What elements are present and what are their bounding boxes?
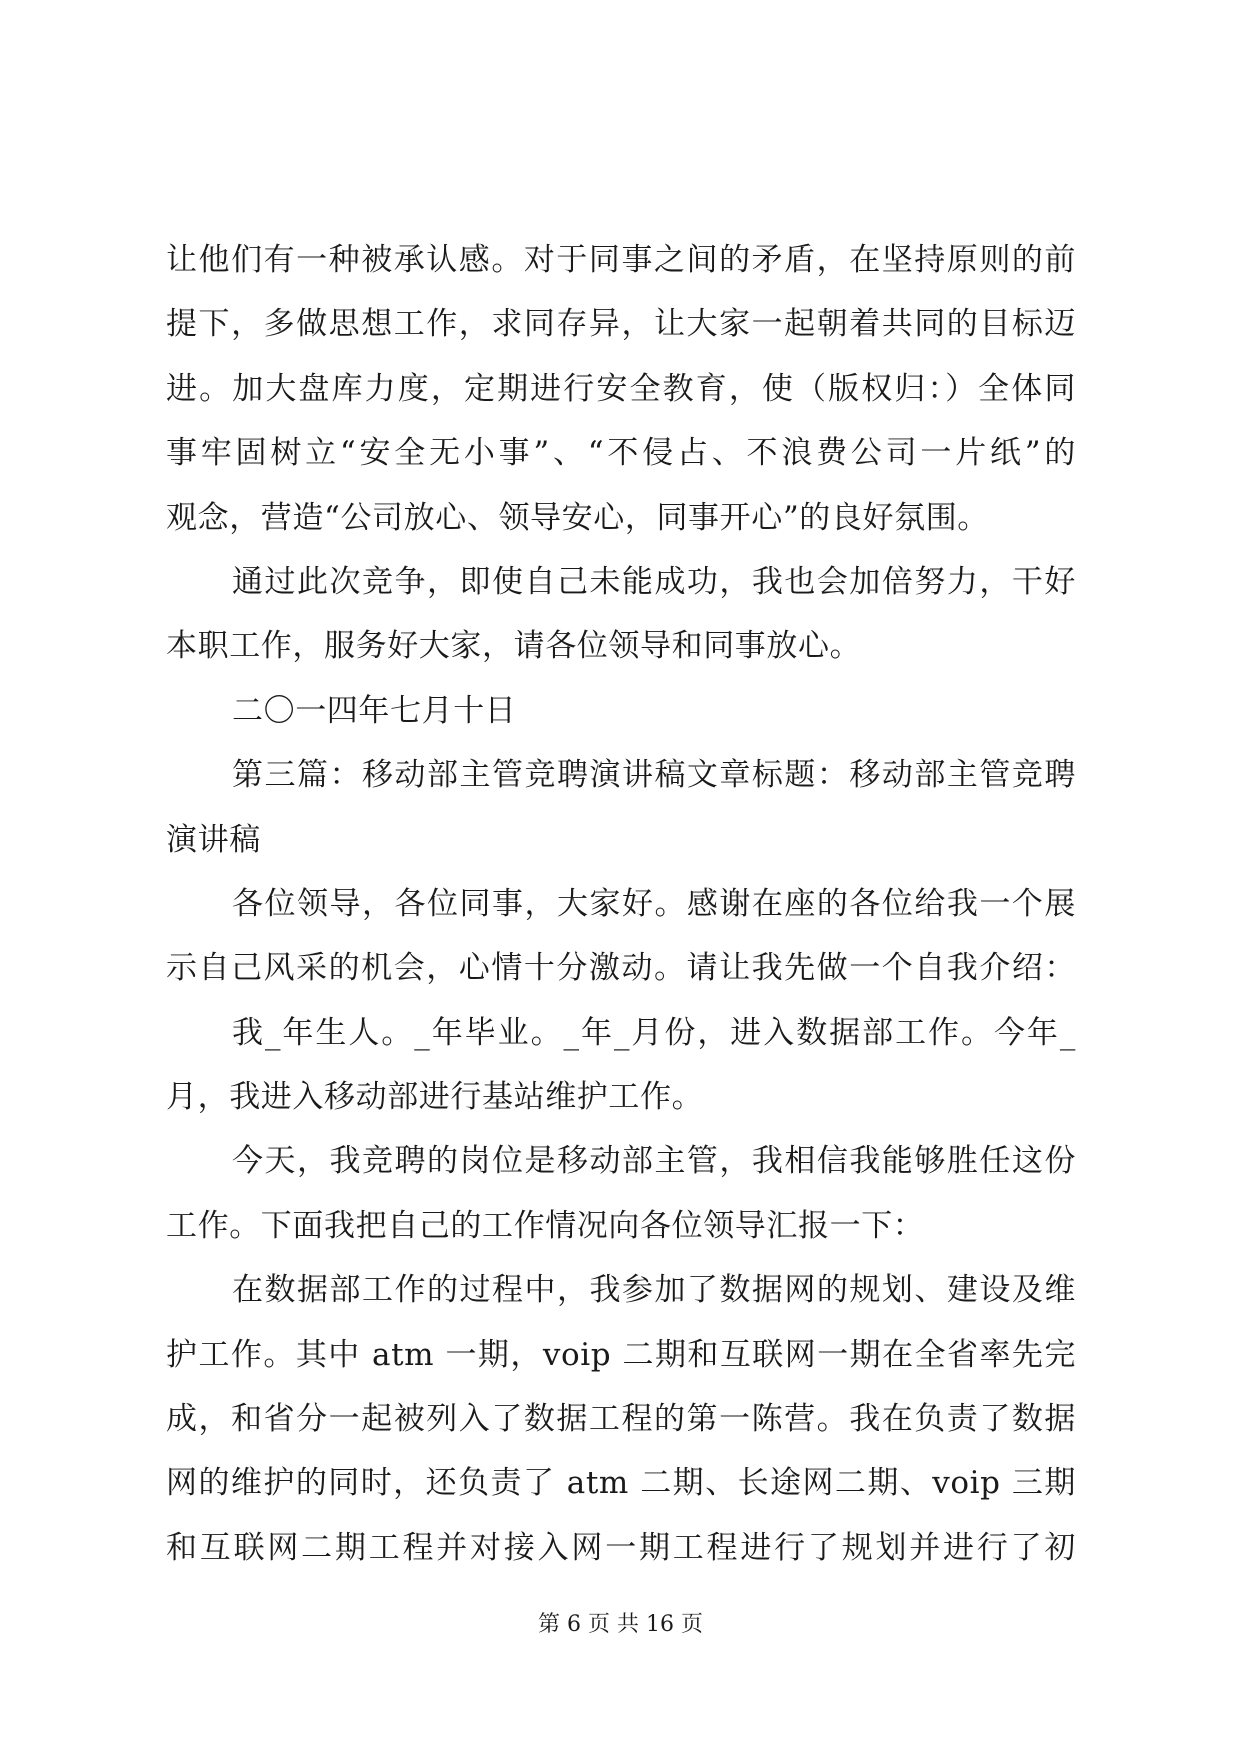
text-line: 事牢固树立“安全无小事”、“不侵占、不浪费公司一片纸”的 [166, 435, 1076, 472]
page-footer: 第 6 页 共 16 页 [538, 1612, 703, 1637]
text-line: 我_年生人。_年毕业。_年_月份，进入数据部工作。今年_ [232, 1014, 1076, 1051]
text-line: 今天，我竞聘的岗位是移动部主管，我相信我能够胜任这份 [232, 1143, 1076, 1180]
text-line: 通过此次竞争，即使自己未能成功，我也会加倍努力，干好 [232, 563, 1076, 600]
text-line: 演讲稿 [166, 821, 261, 858]
text-line: 进。加大盘库力度，定期进行安全教育，使（版权归：）全体同 [166, 370, 1076, 407]
document-body [166, 228, 1076, 1580]
text-line: 网的维护的同时，还负责了 atm 二期、长途网二期、voip 三期 [166, 1465, 1076, 1502]
text-line: 月，我进入移动部进行基站维护工作。 [166, 1079, 704, 1116]
text-line: 和互联网二期工程并对接入网一期工程进行了规划并进行了初 [166, 1529, 1076, 1566]
text-line: 第三篇：移动部主管竞聘演讲稿文章标题：移动部主管竞聘 [232, 757, 1076, 794]
text-line: 本职工作，服务好大家，请各位领导和同事放心。 [166, 628, 862, 665]
text-line: 各位领导，各位同事，大家好。感谢在座的各位给我一个展 [232, 885, 1076, 922]
text-line: 成，和省分一起被列入了数据工程的第一陈营。我在负责了数据 [166, 1401, 1076, 1438]
text-line: 在数据部工作的过程中，我参加了数据网的规划、建设及维 [232, 1272, 1076, 1309]
text-line: 提下，多做思想工作，求同存异，让大家一起朝着共同的目标迈 [166, 306, 1076, 343]
text-line: 二〇一四年七月十日 [232, 692, 517, 729]
text-line: 护工作。其中 atm 一期，voip 二期和互联网一期在全省率先完 [166, 1336, 1076, 1373]
text-line: 示自己风采的机会，心情十分激动。请让我先做一个自我介绍： [166, 950, 1076, 987]
text-line: 让他们有一种被承认感。对于同事之间的矛盾，在坚持原则的前 [166, 242, 1076, 278]
text-line: 工作。下面我把自己的工作情况向各位领导汇报一下： [166, 1207, 925, 1244]
text-line: 观念，营造“公司放心、领导安心，同事开心”的良好氛围。 [166, 499, 989, 536]
